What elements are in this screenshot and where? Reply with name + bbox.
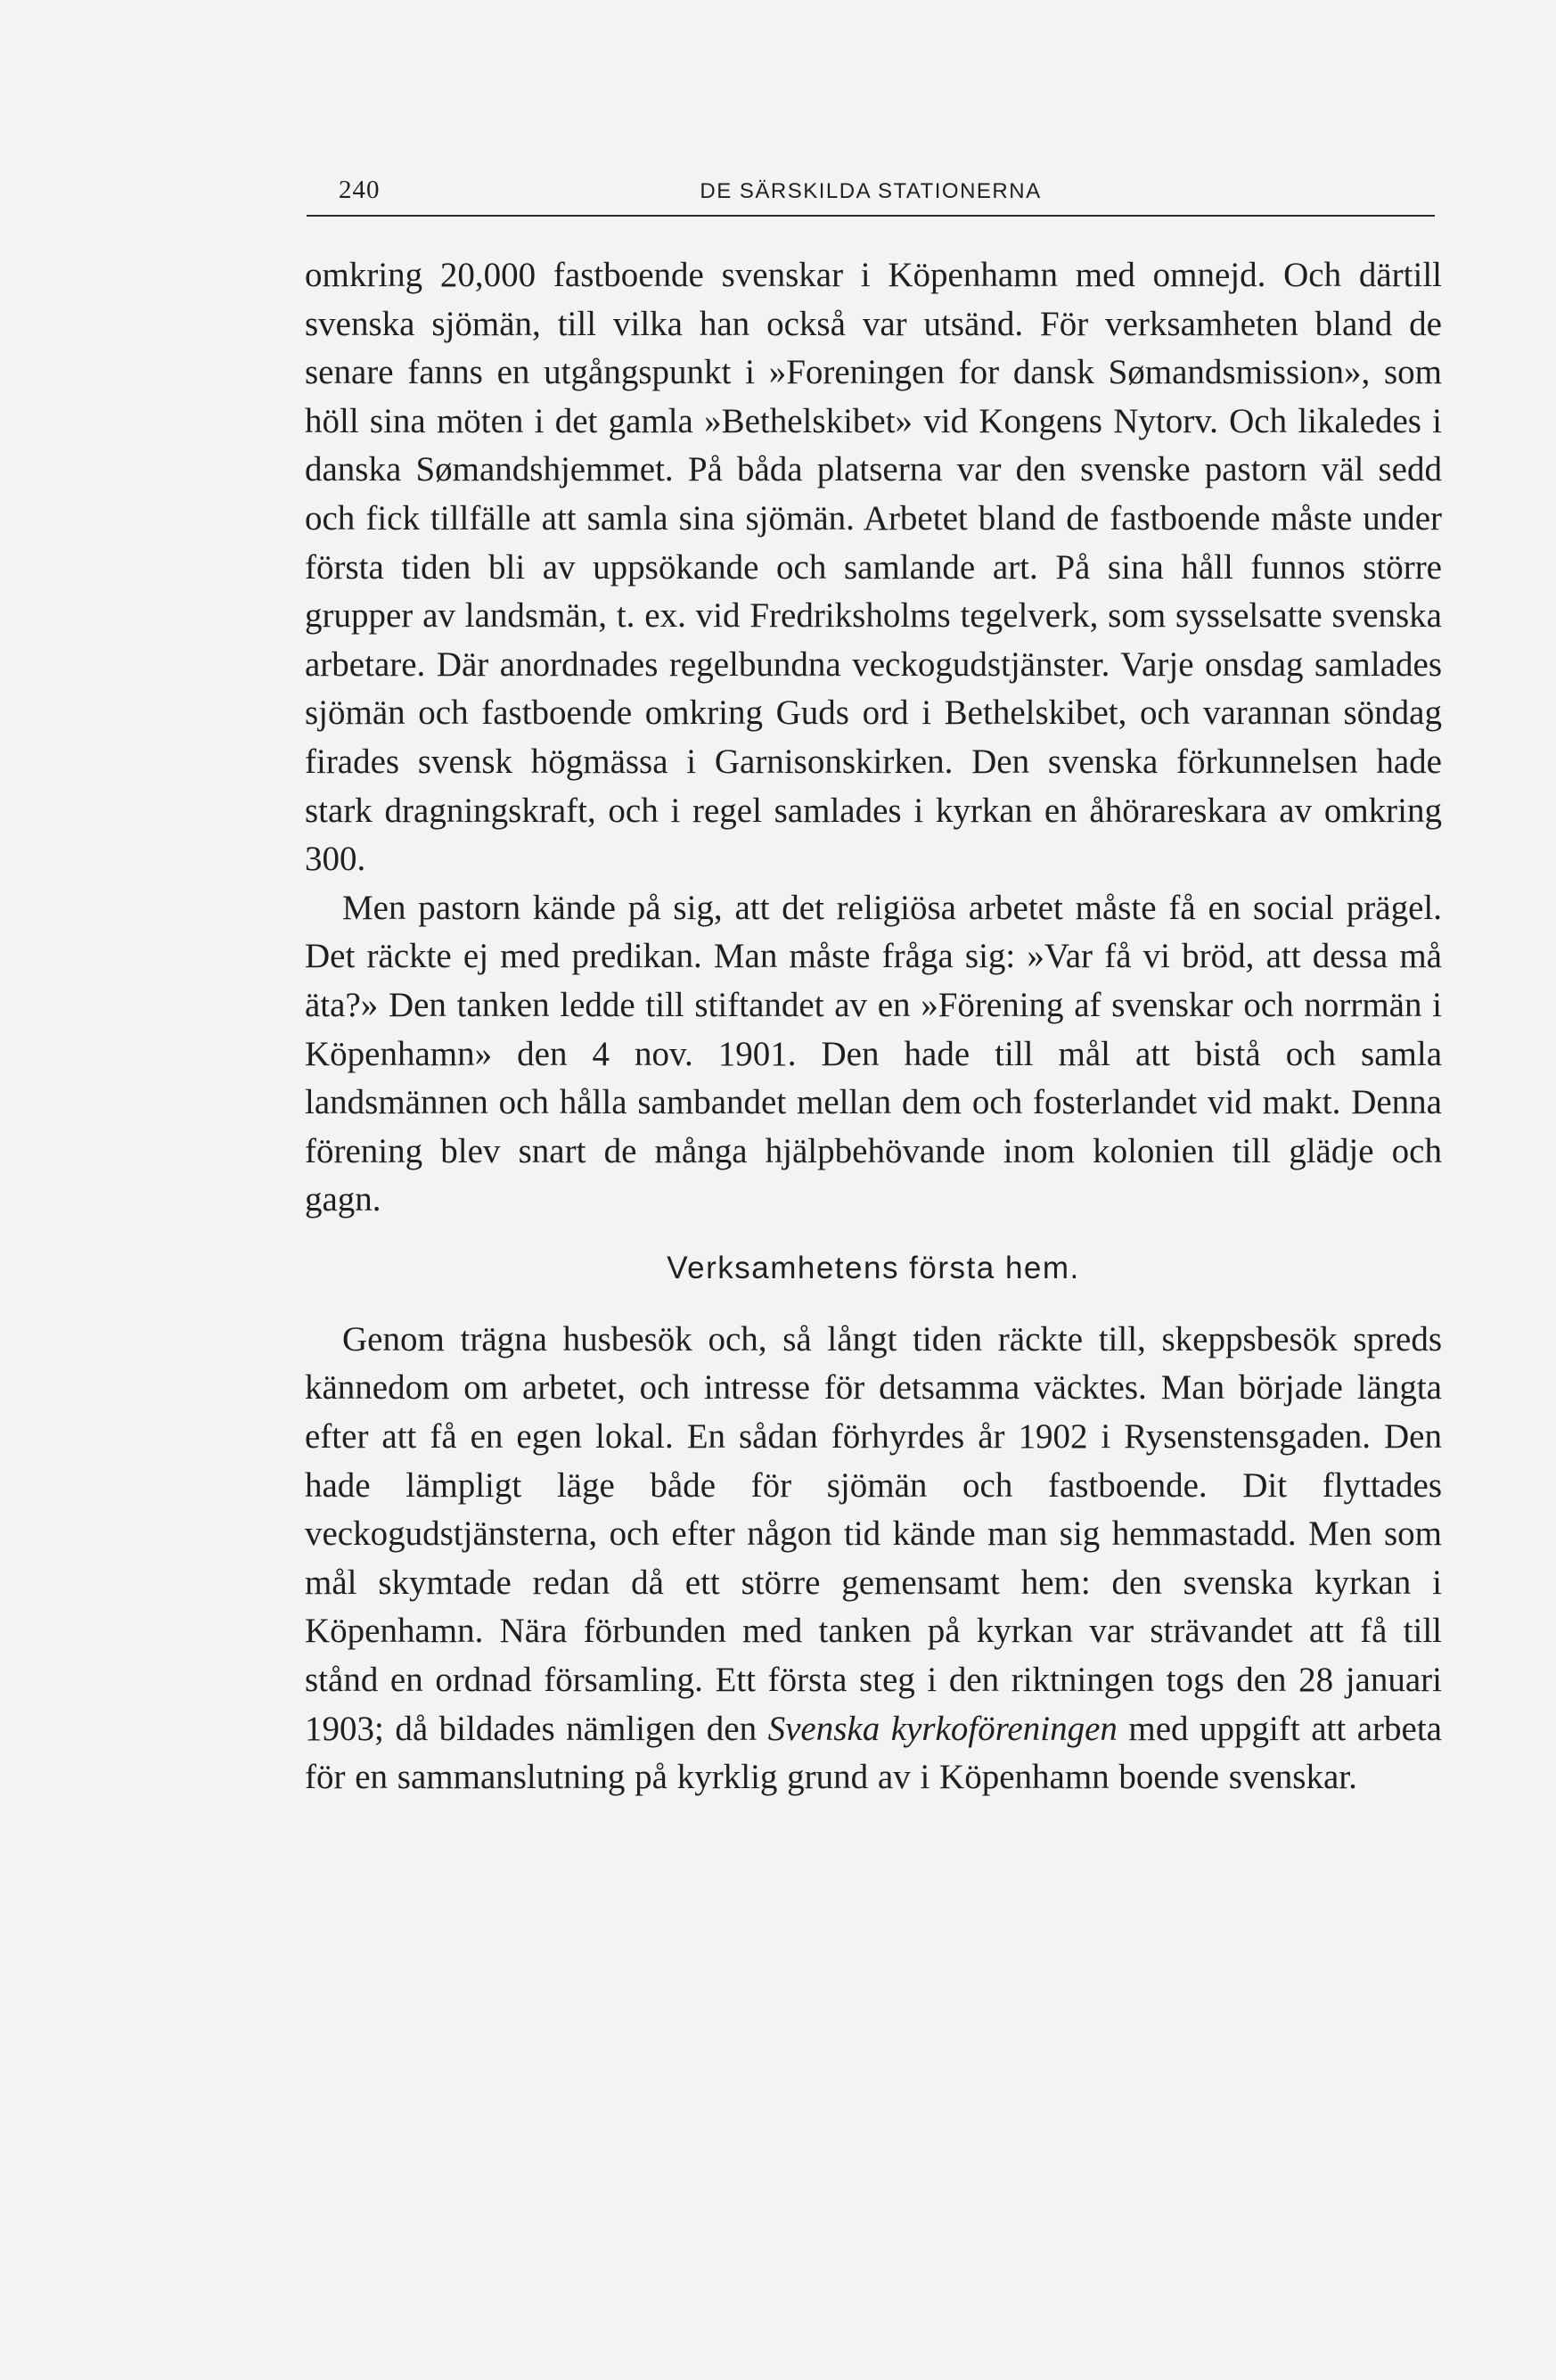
page-number: 240 [339, 176, 381, 204]
running-title: DE SÄRSKILDA STATIONERNA [700, 179, 1042, 203]
paragraph-text: med uppgift att arbeta för en sammanslutning på kyrklig grund av i Köpenhamn boende svenskar. [305, 1709, 1442, 1797]
paragraph-continued: omkring 20,000 fastboende svenskar i Köpenhamn med omnejd. Och därtill svenska sjömän, till vilka han också var utsänd. För verksamheten bland de senare fanns en utgångspunkt i »Foreningen for dansk Sømandsmission», som höll sina möten i det gamla »Bethelskibet» vid Kongens Nytorv. Och likaledes i danska Sømandshjemmet. På båda platserna var den svenske pastorn väl sedd och fick tillfälle att samla sina sjömän. Arbetet bland de fastboende måste under första tiden bli av uppsökande och samlande art. På sina håll funnos större grupper av landsmän, t. ex. vid Fredriksholms tegelverk, som sysselsatte svenska arbetare. Där anordnades regelbundna veckogudstjänster. Varje onsdag samlades sjömän och fastboende omkring Guds ord i Bethelskibet, och varannan söndag firades svensk högmässa i Garnisonskirken. Den svenska förkunnelsen hade stark dragningskraft, och i regel samlades i kyrkan en åhörareskara av omkring 300. [305, 256, 1442, 879]
italic-term: Svenska kyrkoföreningen [767, 1709, 1118, 1748]
paragraph-text: Genom trägna husbesök och, så långt tiden räckte till, skeppsbesök spreds kännedom om arbetet, och intresse för detsamma väcktes. Man började längta efter att få en egen lokal. En sådan förhyrdes år 1902 i Rysenstensgaden. Den hade lämpligt läge både för sjömän och fastboende. Dit flyttades veckogudstjänsterna, och efter någon tid kände man sig hemmastadd. Men som mål skymtade redan då ett större gemensamt hem: den svenska kyrkan i Köpenhamn. Nära förbunden med tanken på kyrkan var strävandet att få till stånd en ordnad församling. Ett första steg i den riktningen togs den 28 januari 1903; då bildades nämligen den [305, 1319, 1442, 1748]
paragraph: Men pastorn kände på sig, att det religiösa arbetet måste få en social prägel. Det räckte ej med predikan. Man måste fråga sig: »Var få vi bröd, att dessa må äta?» Den tanken ledde till stiftandet av en »Förening af svenskar och norrmän i Köpenhamn» den 4 nov. 1901. Den hade till mål att bistå och samla landsmännen och hålla sambandet mellan dem och fosterlandet vid makt. Denna förening blev snart de många hjälpbehövande inom kolonien till glädje och gagn. [305, 888, 1442, 1219]
section-heading: Verksamhetens första hem. [667, 1250, 1080, 1285]
body-text [305, 251, 1442, 1802]
page-header [307, 172, 1435, 217]
paragraph [305, 1316, 1442, 1802]
